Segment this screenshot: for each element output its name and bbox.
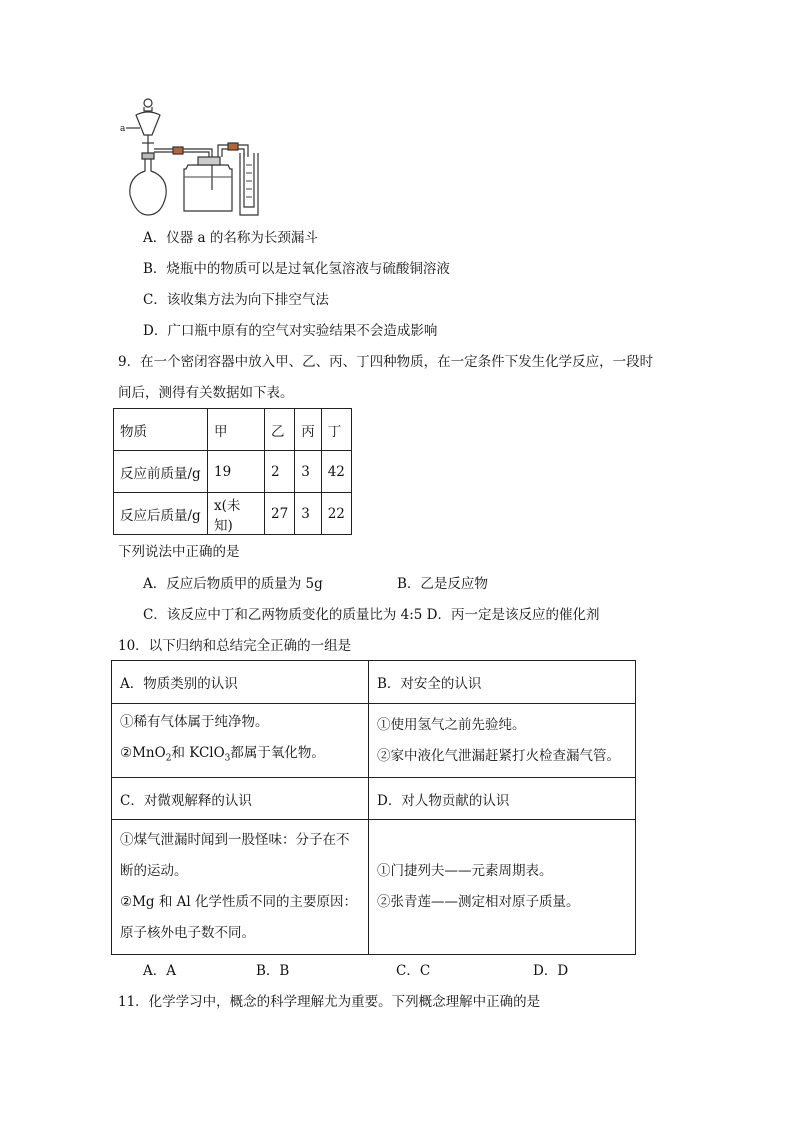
- table-row: [114, 409, 352, 451]
- q10-c-item2b: 原子核外电子数不同。: [120, 925, 255, 941]
- q10-table: [111, 660, 636, 955]
- q10-b-item1: ①使用氢气之前先验纯。: [377, 716, 526, 733]
- table-cell: 3: [295, 451, 322, 493]
- table-row: [112, 778, 636, 820]
- q10-b-item2: ②家中液化气泄漏赶紧打火检查漏气管。: [377, 747, 620, 764]
- q10-c-item1a: ①煤气泄漏时闻到一股怪味：分子在不: [120, 832, 350, 848]
- q10-d-title: D．对人物贡献的认识: [369, 778, 636, 820]
- text-span: 都属于氧化物。: [230, 744, 325, 761]
- q9-stem-line2: 间后，测得有关数据如下表。: [118, 385, 294, 401]
- q10-d-item2: ②张青莲——测定相对原子质量。: [377, 894, 580, 910]
- table-row: [114, 451, 352, 493]
- text-span: 和 KClO: [171, 744, 225, 761]
- q10-a-content: [112, 704, 369, 778]
- q10-c-title: C．对微观解释的认识: [112, 778, 369, 820]
- text-span: ②MnO: [120, 744, 166, 761]
- q10-c-item2a: ②Mg 和 Al 化学性质不同的主要原因：: [120, 894, 358, 910]
- q10-d-item1: ①门捷列夫——元素周期表。: [377, 863, 553, 879]
- table-cell: 丙: [295, 409, 322, 451]
- table-cell: 22: [321, 493, 351, 535]
- q10-stem: 10．以下归纳和总结完全正确的一组是: [118, 638, 352, 654]
- q10-choice-c: C．C: [396, 963, 431, 979]
- table-cell: 27: [265, 493, 295, 535]
- q10-a-title: A．物质类别的认识: [112, 661, 369, 704]
- q10-a-item2: [120, 738, 360, 775]
- table-cell: 甲: [208, 409, 265, 451]
- q10-c-item1b: 断的运动。: [120, 863, 188, 879]
- q10-b-content: [369, 704, 636, 778]
- subscript: 3: [224, 753, 231, 764]
- table-row: [112, 704, 636, 778]
- q10-choice-b: B．B: [256, 963, 290, 979]
- q9-option-cd: C．该反应中丁和乙两物质变化的质量比为 4:5 D．丙一定是该反应的催化剂: [143, 607, 600, 623]
- table-cell: 物质: [114, 409, 208, 451]
- table-cell: 丁: [321, 409, 351, 451]
- table-cell: 2: [265, 451, 295, 493]
- table-cell: 3: [295, 493, 322, 535]
- q8-option-d: D．广口瓶中原有的空气对实验结果不会造成影响: [143, 323, 438, 339]
- q9-prompt: 下列说法中正确的是: [118, 544, 240, 560]
- q8-option-c: C．该收集方法为向下排空气法: [143, 292, 329, 308]
- q10-choice-d: D．D: [533, 963, 569, 979]
- q10-b-title: B．对安全的认识: [369, 661, 636, 704]
- q10-d-content: [369, 820, 636, 955]
- q10-a-item1: ①稀有气体属于纯净物。: [120, 713, 269, 730]
- apparatus-figure: [118, 95, 268, 220]
- q10-c-content: [112, 820, 369, 955]
- q9-stem-line1: 9．在一个密闭容器中放入甲、乙、丙、丁四种物质，在一定条件下发生化学反应，一段时: [118, 354, 654, 370]
- table-cell: x(未知): [208, 493, 265, 535]
- table-row: [114, 493, 352, 535]
- table-cell: 乙: [265, 409, 295, 451]
- q9-data-table: [113, 408, 352, 535]
- subscript: 2: [165, 753, 172, 764]
- q8-option-a: A．仪器 a 的名称为长颈漏斗: [143, 230, 318, 246]
- q8-option-b: B．烧瓶中的物质可以是过氧化氢溶液与硫酸铜溶液: [143, 261, 450, 277]
- table-cell: 42: [321, 451, 351, 493]
- q9-option-a: A．反应后物质甲的质量为 5g: [143, 576, 323, 592]
- q9-option-b: B．乙是反应物: [397, 576, 488, 592]
- table-row: [112, 820, 636, 955]
- q10-choice-a: A．A: [143, 963, 176, 979]
- table-row: [112, 661, 636, 704]
- label-a: a: [120, 124, 126, 134]
- table-cell: 反应后质量/g: [114, 493, 208, 535]
- table-cell: 反应前质量/g: [114, 451, 208, 493]
- q11-stem: 11．化学学习中，概念的科学理解尤为重要。下列概念理解中正确的是: [118, 994, 541, 1010]
- table-cell: 19: [208, 451, 265, 493]
